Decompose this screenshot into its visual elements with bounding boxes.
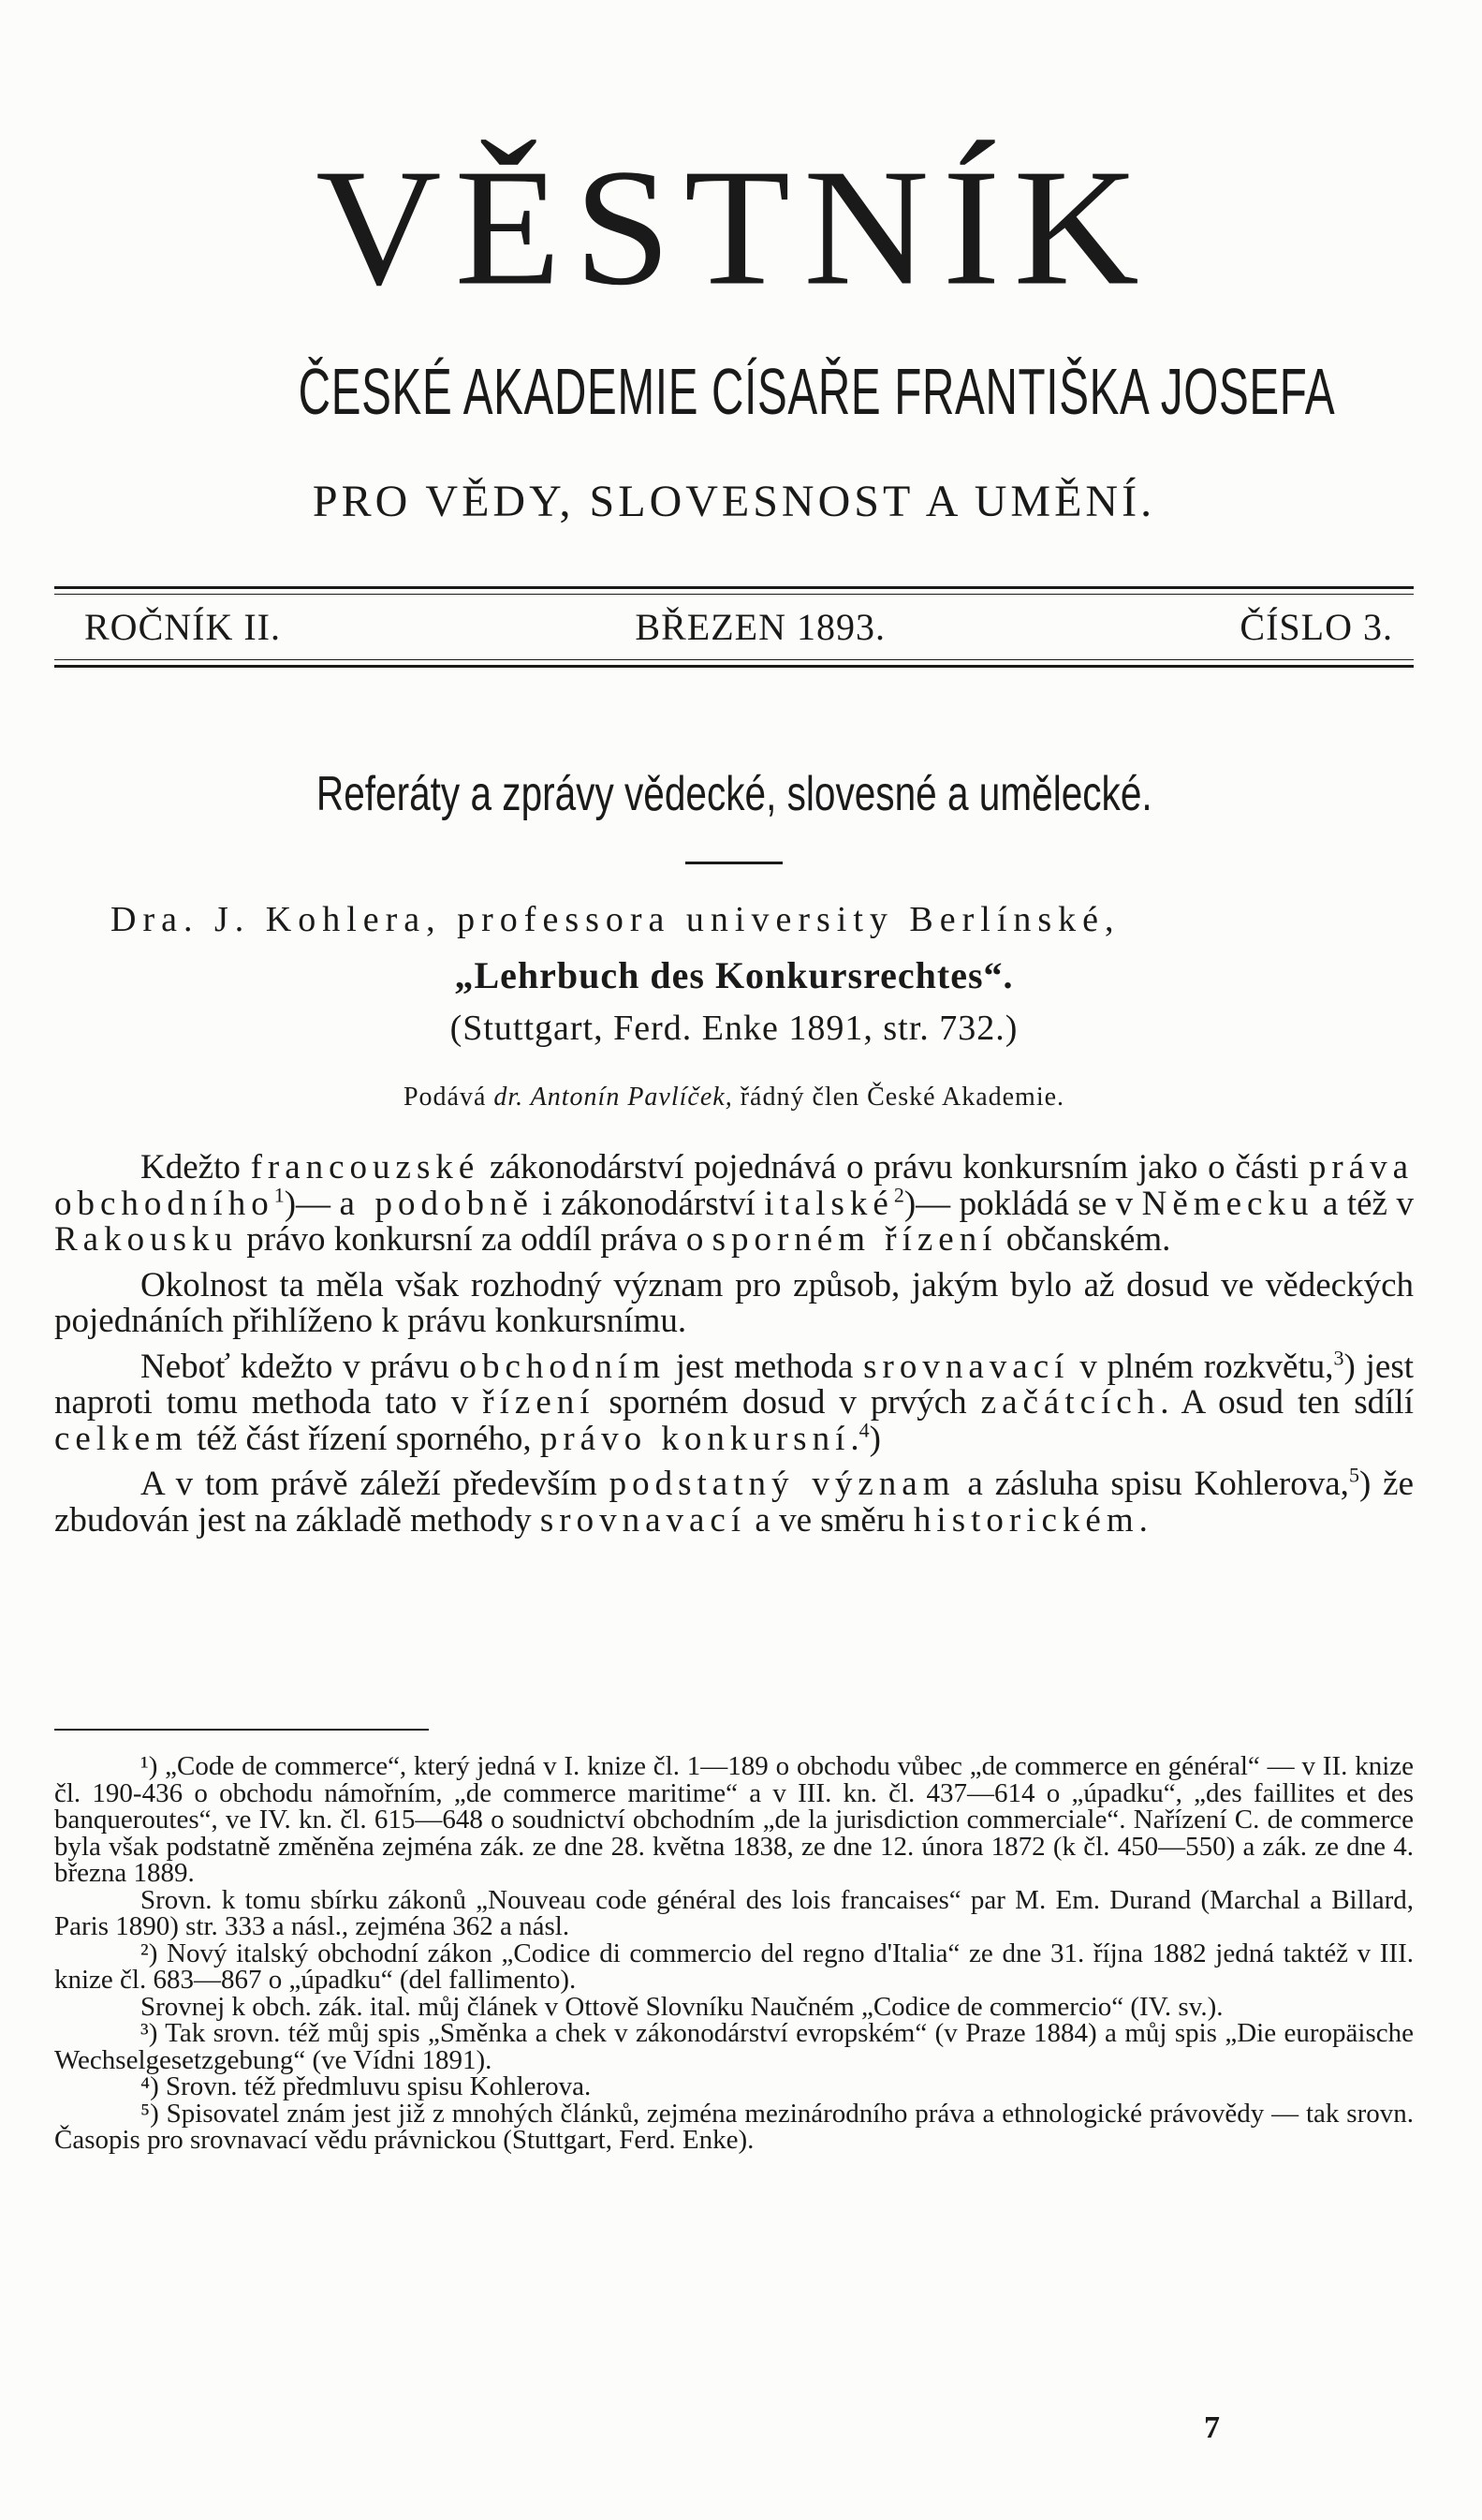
- spaced-run: a podobně: [339, 1184, 534, 1223]
- text-run: )—: [284, 1184, 340, 1223]
- paragraph-2: Okolnost ta měla však rozhodný význam pro způsob, jakým bylo až dosud ve vědeckých pojednáních přihlíženo k právu konkursnímu.: [54, 1265, 1414, 1340]
- text-run: Kdežto: [140, 1148, 251, 1186]
- paragraph-1: [54, 1150, 1414, 1259]
- book-publication: (Stuttgart, Ferd. Enke 1891, str. 732.): [449, 1009, 1019, 1048]
- spaced-run: francouzské: [250, 1148, 480, 1186]
- text-run: sporném dosud v prvých: [594, 1383, 981, 1422]
- footnote-3: ³) Tak srovn. též můj spis „Směnka a chek v zákonodárství evropském“ (v Praze 1884) a můj spis „Die europäische Wechselgesetzgebung“ (ve Vídni 1891).: [54, 2018, 1414, 2075]
- spaced-run: začátcích: [980, 1383, 1161, 1422]
- spaced-run: podstatný význam: [609, 1465, 956, 1503]
- header-rule-top-thick: [54, 586, 1414, 589]
- academy-name-text: ČESKÉ AKADEMIE CÍSAŘE FRANTIŠKA JOSEFA: [298, 355, 1336, 428]
- spaced-run: práva obchodního: [54, 1148, 1414, 1223]
- review-author-line: Dra. J. Kohlera, professora university Berlínské,: [110, 900, 1121, 939]
- section-title-text: Referáty a zprávy vědecké, slovesné a umělecké.: [315, 767, 1152, 821]
- footnote-5: ⁵) Spisovatel znám jest již z mnohých článků, zejména mezinárodního práva a ethnologické právovědy — tak srovn. Časopis pro srovnavací vědu právnickou (Stuttgart, Ferd. Enke).: [54, 2098, 1414, 2155]
- footnote-ref: 1: [273, 1183, 285, 1207]
- text-run: A v tom právě záleží především: [140, 1465, 609, 1503]
- reviewer-name: dr. Antonín Pavlíček,: [493, 1083, 733, 1112]
- text-run: .: [1138, 1500, 1148, 1540]
- book-title: „Lehrbuch des Konkursrechtes“.: [454, 954, 1014, 996]
- article-body: [54, 1150, 1414, 1548]
- text-run: Neboť kdežto v právu: [140, 1347, 460, 1386]
- spaced-run: Německu: [1141, 1184, 1314, 1223]
- footnote-ref: 5: [1348, 1463, 1359, 1487]
- masthead-subtitle: PRO VĚDY, SLOVESNOST A UMĚNÍ.: [312, 477, 1156, 526]
- text-run: jest methoda: [665, 1347, 864, 1386]
- text-run: . A osud ten sdílí: [1160, 1383, 1414, 1422]
- footnote-rule: [54, 1729, 429, 1731]
- text-run: zákonodárství pojednává o právu konkursním jako o části: [479, 1148, 1309, 1186]
- spaced-run: historickém: [913, 1500, 1139, 1540]
- footnote-ref: 2: [893, 1183, 904, 1207]
- text-run: ): [869, 1419, 881, 1458]
- spaced-run: celkem: [54, 1419, 188, 1458]
- section-divider: [685, 862, 783, 864]
- header-rule-bottom-thin: [54, 659, 1414, 660]
- text-run: v plném rozkvětu,: [1069, 1347, 1334, 1386]
- spaced-run: právo konkursní: [539, 1419, 851, 1458]
- text-run: ) jest naproti tomu methoda tato v: [54, 1347, 1414, 1422]
- text-run: právo konkursní za oddíl práva o: [238, 1220, 712, 1259]
- text-run: též část řízení sporného,: [187, 1419, 540, 1458]
- text-run: i zákonodárství: [533, 1184, 765, 1223]
- reviewer-suffix: řádný člen České Akademie.: [740, 1083, 1065, 1112]
- footnote-2-continued: Srovnej k obch. zák. ital. můj článek v Ottově Slovníku Naučném „Codice de commercio“ (IV. sv.).: [140, 1991, 1224, 2022]
- footnote-4: ⁴) Srovn. též předmluvu spisu Kohlerova.: [140, 2071, 592, 2101]
- text-run: a ve směru: [746, 1500, 914, 1540]
- academy-name: [54, 354, 1414, 429]
- text-run: )— pokládá se v: [903, 1184, 1142, 1223]
- issue-volume: ROČNÍK II.: [84, 606, 281, 648]
- spaced-run: italské: [764, 1184, 894, 1223]
- issue-number: ČÍSLO 3.: [1240, 606, 1393, 648]
- header-rule-top-thin: [54, 594, 1414, 595]
- paragraph-3: [54, 1346, 1414, 1458]
- page-number: 7: [1204, 2410, 1220, 2445]
- spaced-run: srovnavací: [863, 1347, 1070, 1386]
- paragraph-4: [54, 1463, 1414, 1540]
- spaced-run: řízení: [482, 1383, 595, 1422]
- spaced-run: Rakousku: [54, 1220, 238, 1259]
- reviewer-line: [54, 1083, 1414, 1113]
- footnote-2: ²) Nový italský obchodní zákon „Codice di commercio del regno d'Italia“ ze dne 31. října 1882 jedná taktéž v III. knize čl. 683—867 o „úpadku“ (del fallimento).: [54, 1938, 1414, 1995]
- footnote-ref: 4: [858, 1418, 870, 1442]
- footnote-1: ¹) „Code de commerce“, který jedná v I. knize čl. 1—189 o obchodu vůbec „de commerce en général“ — v II. knize čl. 190‑436 o obchodu námořním, „de commerce maritime“ a v III. kn. čl. 437—614 o „úpadku“, „des faillites et des banqueroutes“, ve IV. kn. čl. 615—648 o soudnictví obchodním „de la jurisdiction commerciale“. Nařízení C. de commerce byla však podstatně změněna zejména zák. ze dne 28. května 1838, ze dne 12. února 1872 (k čl. 450—550) a zák. ze dne 4. března 1889.: [54, 1751, 1414, 1888]
- spaced-run: srovnavací: [539, 1500, 747, 1540]
- text-run: ) že zbudován jest na základě methody: [54, 1465, 1414, 1540]
- footnotes: [54, 1753, 1414, 2154]
- masthead-title: VĚSTNÍK: [315, 135, 1152, 320]
- spaced-run: sporném řízení: [712, 1220, 998, 1259]
- reviewer-prefix: Podává: [403, 1083, 487, 1112]
- text-run: .: [850, 1419, 859, 1458]
- footnote-ref: 3: [1333, 1346, 1344, 1370]
- text-run: a zásluha spisu Kohlerova,: [955, 1465, 1349, 1503]
- text-run: občanském.: [997, 1220, 1171, 1259]
- header-rule-bottom-thick: [54, 665, 1414, 668]
- section-title: [54, 766, 1414, 822]
- footnote-1-continued: Srovn. k tomu sbírku zákonů „Nouveau code général des lois francaises“ par M. Em. Durand (Marchal a Billard, Paris 1890) str. 333 a násl., zejména 362 a násl.: [54, 1884, 1414, 1941]
- issue-bar: [84, 605, 1393, 649]
- text-run: a též v: [1313, 1184, 1414, 1223]
- spaced-run: obchodním: [459, 1347, 666, 1386]
- issue-date: BŘEZEN 1893.: [635, 606, 886, 648]
